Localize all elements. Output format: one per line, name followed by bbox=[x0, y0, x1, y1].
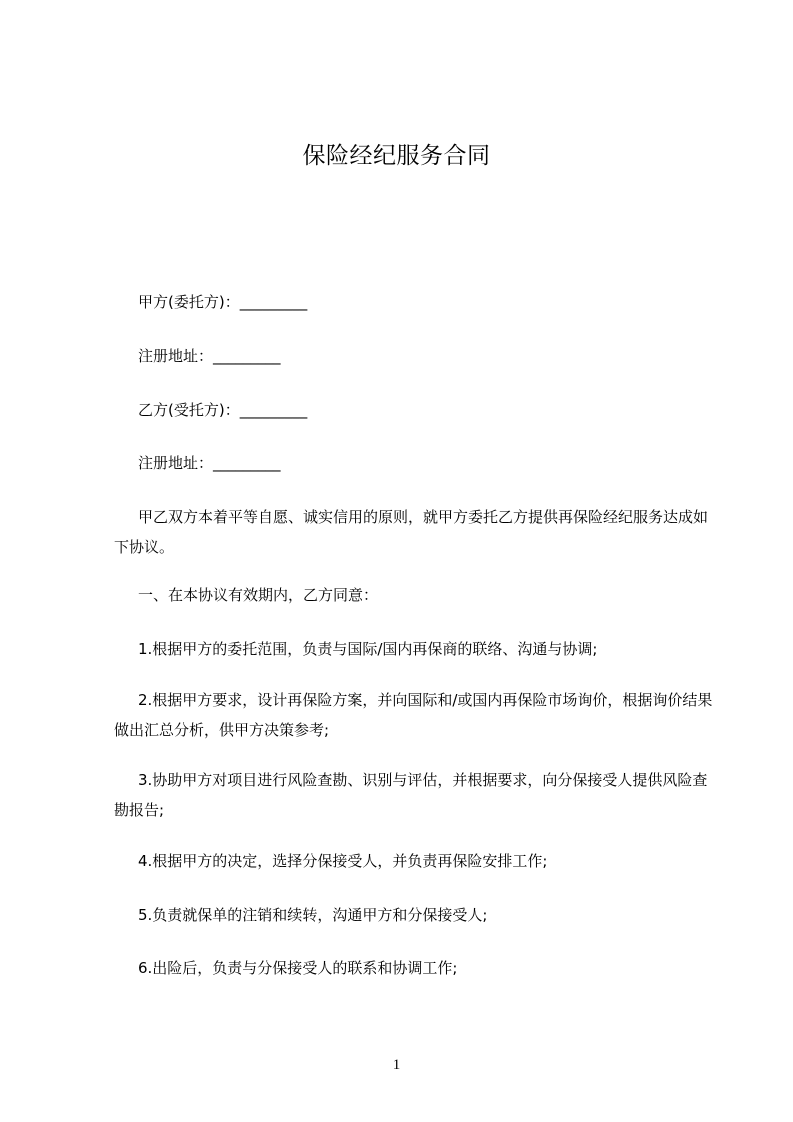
clause-item-6: 6.出险后，负责与分保接受人的联系和协调工作; bbox=[138, 959, 458, 977]
clause-item-2: 2.根据甲方要求，设计再保险方案，并向国际和/或国内再保险市场询价，根据询价结果做出汇总分析，供甲方决策参考; bbox=[114, 691, 713, 739]
section-1-heading: 一、在本协议有效期内，乙方同意： bbox=[138, 586, 379, 604]
party-b-line: 乙方(受托方)：_________ bbox=[138, 401, 308, 419]
clause-item-5: 5.负责就保单的注销和续转，沟通甲方和分保接受人; bbox=[138, 906, 488, 924]
clause-item-3: 3.协助甲方对项目进行风险查勘、识别与评估，并根据要求，向分保接受人提供风险查勘报告; bbox=[114, 771, 708, 819]
party-a-line: 甲方(委托方)：_________ bbox=[138, 293, 308, 311]
party-b-address-line: 注册地址：_________ bbox=[138, 454, 281, 472]
clause-item-1: 1.根据甲方的委托范围，负责与国际/国内再保商的联络、沟通与协调; bbox=[138, 640, 598, 658]
party-a-address-line: 注册地址：_________ bbox=[138, 347, 281, 365]
clause-item-4: 4.根据甲方的决定，选择分保接受人，并负责再保险安排工作; bbox=[138, 852, 548, 870]
page-number: 1 bbox=[392, 1057, 401, 1073]
document-title: 保险经纪服务合同 bbox=[302, 143, 491, 169]
intro-paragraph: 甲乙双方本着平等自愿、诚实信用的原则，就甲方委托乙方提供再保险经纪服务达成如下协议。 bbox=[114, 508, 709, 556]
